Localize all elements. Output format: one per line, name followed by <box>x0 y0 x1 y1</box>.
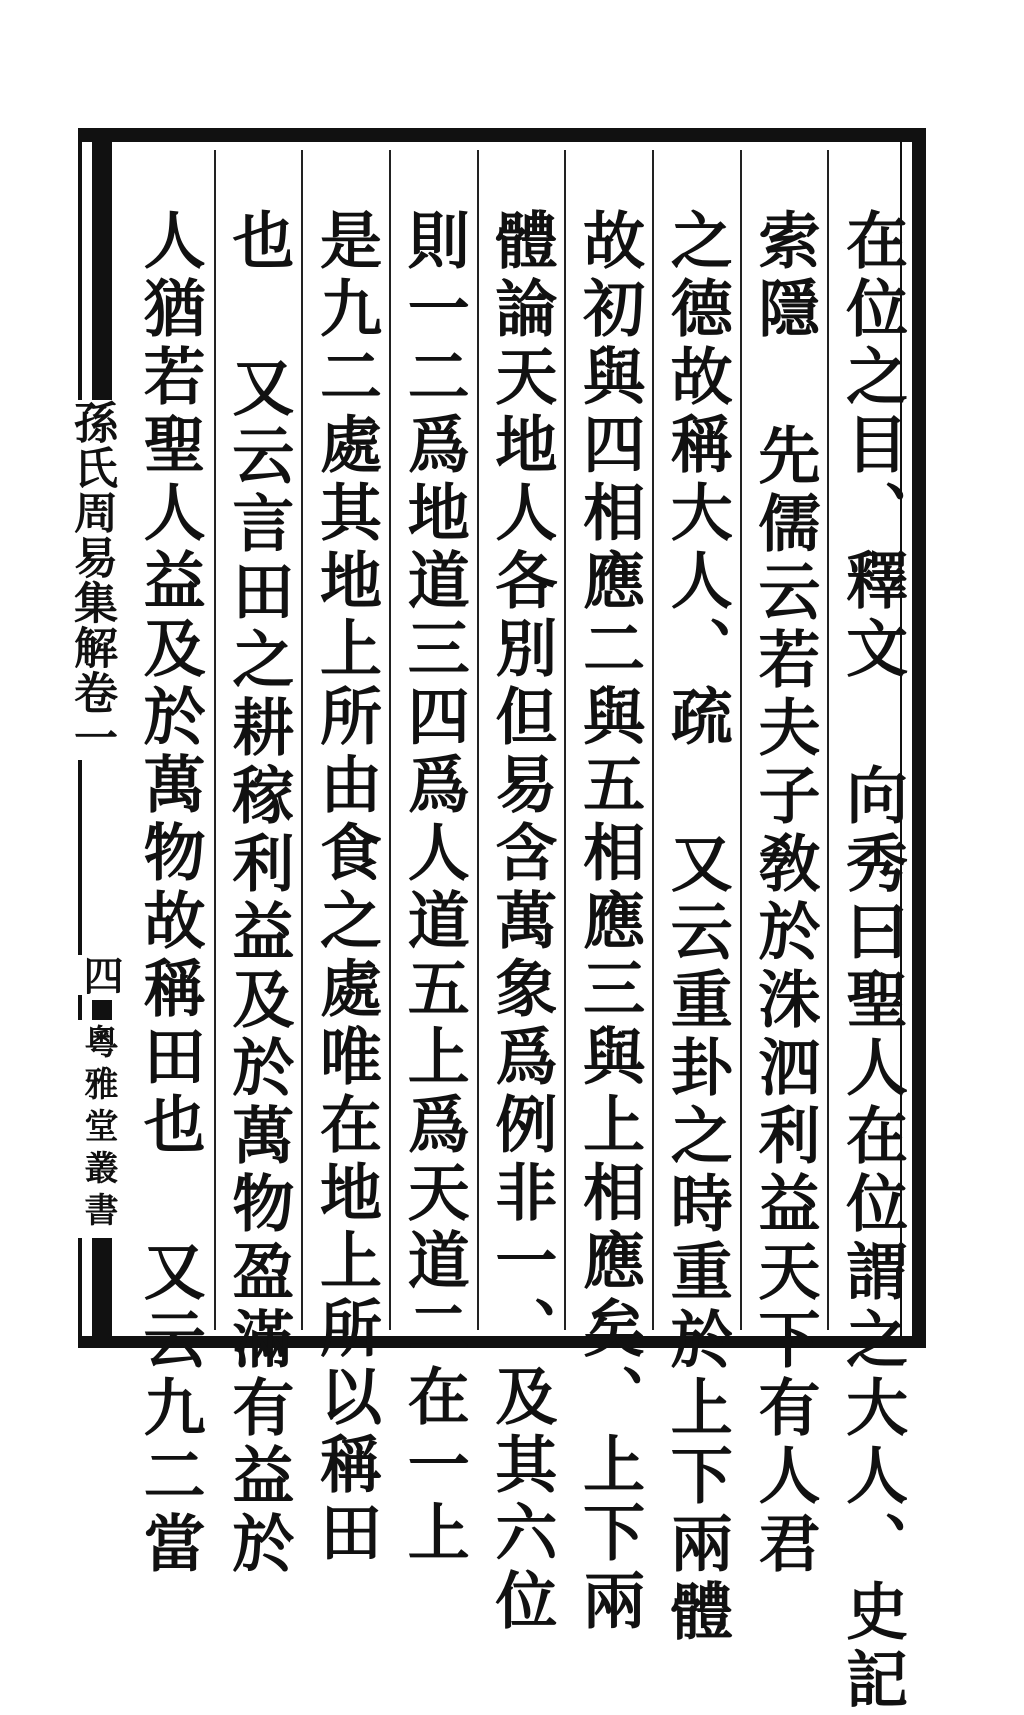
column-text: 則一二爲地道三四爲人道五上爲天道二在一上 <box>397 208 471 1568</box>
column-text: 故初與四相應二與五相應三與上相應矣、上下兩 <box>572 208 646 1636</box>
margin-page-number: 四 <box>72 955 129 995</box>
text-column <box>564 150 652 1636</box>
text-column <box>740 150 828 1579</box>
column-text: 是九二處其地上所由食之處唯在地上所以稱田 <box>309 208 383 1568</box>
column-text: 人猶若聖人益及於萬物故稱田也 又云九二當 <box>133 208 207 1579</box>
column-text: 在位之目、釋文 向秀曰聖人在位謂之大人、史記 <box>835 208 909 1715</box>
text-column <box>301 150 389 1568</box>
column-text: 索隱 先儒云若夫子敎於洙泗利益天下有人君 <box>747 208 821 1579</box>
column-text: 體論天地人各別但易含萬象爲例非一、及其六位 <box>484 208 558 1636</box>
text-column <box>477 150 565 1636</box>
margin-book-title: 孫氏周易集解卷一 <box>66 400 117 760</box>
margin-publisher: 粵雅堂叢書 <box>78 1020 118 1238</box>
text-columns <box>125 150 915 1715</box>
text-column <box>389 150 477 1568</box>
text-column <box>827 150 915 1715</box>
text-column <box>214 150 302 1579</box>
left-border-strip-top <box>92 128 112 408</box>
text-column <box>126 150 214 1579</box>
column-text: 之德故稱大人、疏 又云重卦之時重於上下兩體 <box>660 208 734 1647</box>
column-text: 也 又云言田之耕稼利益及於萬物盈滿有益於 <box>221 208 295 1579</box>
text-column <box>652 150 740 1647</box>
